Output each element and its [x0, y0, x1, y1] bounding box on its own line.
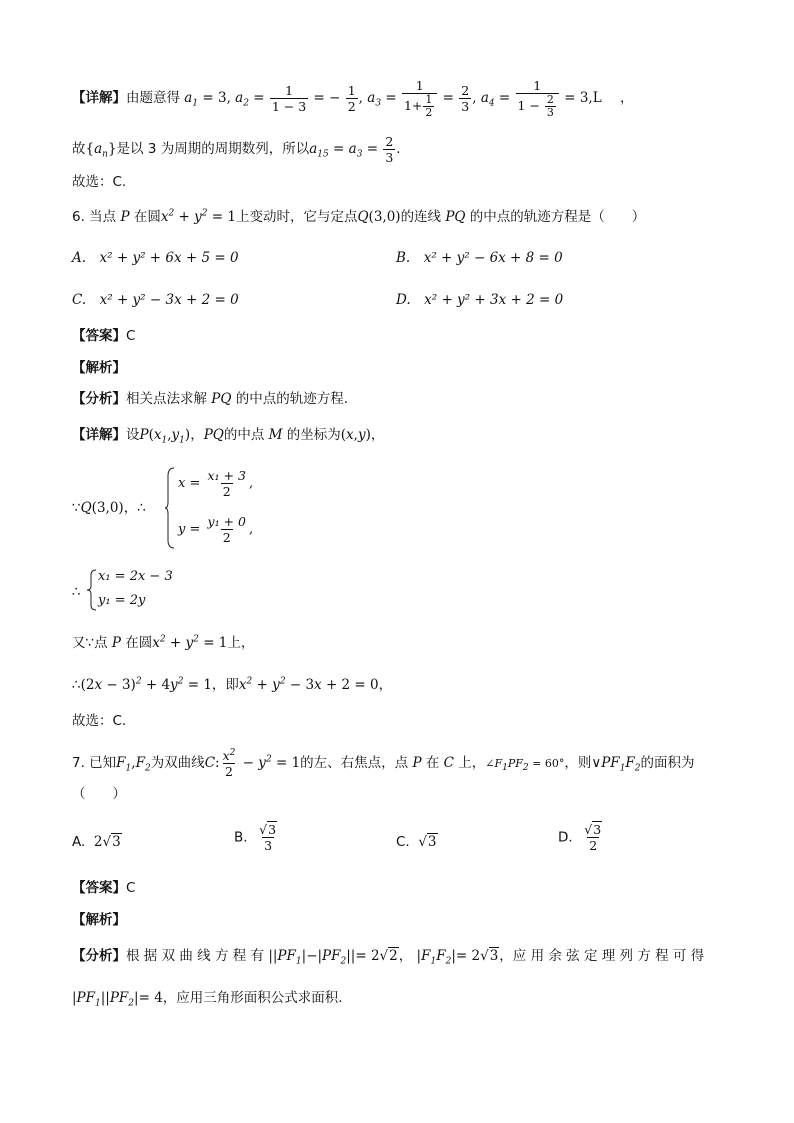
- q6-stem-part: 的连线: [400, 209, 442, 225]
- q7-option-c-value: √3: [418, 834, 437, 850]
- point-q-coords: (3,0): [368, 209, 401, 225]
- therefore-symbol: ∴: [72, 584, 81, 600]
- q7-stem: 7. 已知$F_1,F_2$为双曲线C: $\frac{x^2}{2}$ − $y^2 = 1$的左、右焦点，点 P 在 C 上，$\angle F_1PF_2 = 60^\circ$，则$\vee PF_1F_2$的面积为: [72, 747, 695, 779]
- system1-y: y = $\frac{\text{y₁ + 0}}{2}$ ,: [178, 514, 254, 545]
- q7-stem-part: 在: [425, 755, 440, 771]
- method-tail: 的中点的轨迹方程.: [235, 391, 349, 407]
- q7-option-d-label: D.: [558, 829, 573, 846]
- q7-answer: [72, 878, 135, 898]
- q6-detail-setup: [72, 425, 384, 445]
- system2-eq2: y₁ = 2y: [98, 593, 146, 608]
- system1-y-lhs: y =: [178, 522, 201, 537]
- choose-line-q5: 故选：C.: [72, 174, 127, 190]
- q6-option-b: B. x² + y² − 6x + 8 = 0: [396, 250, 563, 266]
- detail-text: 的坐标为: [286, 427, 341, 443]
- q6-method: [72, 389, 348, 409]
- because-symbol: ∵: [72, 500, 81, 516]
- system-brace-1: [164, 466, 176, 550]
- system-brace-2: [86, 568, 98, 612]
- detail-label: 【详解】: [72, 90, 126, 106]
- q6-stem-part: 上变动时，它与定点: [235, 209, 358, 225]
- result-text: ，: [378, 677, 393, 693]
- fraction-neg-half: $\frac{1}{2}$: [347, 83, 356, 114]
- sequence-expression: $a_1 = 3$, $a_2$ = $\frac{1}{1 - 3}$ = − $\frac{1}{2}$ , $a_3$ = 1 1+ $\frac{1}{2}$ = $\frac{2}{3}$ , $a_4$ = 1 1 − $\frac{2}{3}$ = 3,L: [184, 78, 602, 119]
- q7-stem-part: 的面积为: [640, 755, 695, 771]
- detail-line-sequence: [72, 78, 633, 119]
- answer-value: C: [126, 328, 136, 344]
- q7-method: [72, 946, 704, 966]
- product-equation: $|PF_1||PF_2|= 4$: [72, 990, 163, 1009]
- because-q: ∵Q(3,0)，∴: [72, 500, 146, 516]
- substituted-equation: $(2x - 3)^2 + 4y^2 = 1$: [80, 676, 212, 693]
- result-text: ，即: [211, 677, 239, 693]
- therefore-symbol: ∴: [137, 500, 146, 516]
- method-text: ，: [398, 948, 413, 964]
- answer-label: 【答案】: [72, 328, 126, 344]
- conclusion-prefix: 故: [72, 141, 86, 157]
- q6-stem-part: 在圆: [133, 209, 161, 225]
- circle-equation: $x^2 + y^2 = 1$: [160, 208, 236, 225]
- fraction-a4: 1 1 − $\frac{2}{3}$: [516, 78, 559, 119]
- fraction-a2: $\frac{1}{1 - 3}$: [271, 83, 307, 114]
- final-equation: $x^2 + y^2 - 3x + 2 = 0$: [238, 676, 379, 693]
- conclusion-period: .: [396, 141, 401, 157]
- q7-stem-part: 的左、右焦点，点: [300, 755, 409, 771]
- q6-also-line: 又∵点 P 在圆$x^2 + y^2 = 1$上，: [72, 634, 255, 651]
- q7-option-d-value: $\frac{√3}{2}$: [584, 822, 602, 853]
- angle-condition: $\angle F_1PF_2 = 60^\circ$: [485, 757, 565, 774]
- system1-x: x = $\frac{\text{x₁ + 3}}{2}$ ,: [178, 468, 254, 499]
- q7-option-a: [72, 832, 122, 852]
- q7-option-d: [558, 822, 605, 853]
- system1-y-num: y₁ + 0: [207, 514, 246, 529]
- system1-x-num: x₁ + 3: [207, 468, 246, 483]
- detail-text: 设: [126, 427, 140, 443]
- system1-x-lhs: x =: [178, 476, 201, 491]
- segment-pq: PQ: [203, 427, 224, 443]
- system1-y-fraction: [206, 514, 248, 545]
- conclusion-middle: 是以 3 为周期的周期数列，所以: [116, 141, 310, 157]
- fraction-two-thirds-result: $\frac{2}{3}$: [385, 134, 394, 165]
- point-p: P: [116, 209, 134, 225]
- system2-eq1: x₁ = 2x − 3: [98, 569, 173, 584]
- q6-stem: [72, 207, 645, 227]
- detail-text: 的中点: [223, 427, 265, 443]
- choose-line-q6: 故选：C.: [72, 713, 127, 729]
- detail-comma: ，: [619, 90, 634, 106]
- fraction-two-thirds: $\frac{2}{3}$: [461, 83, 470, 114]
- detail-text: ，: [370, 427, 385, 443]
- system1-y-den: 2: [222, 530, 231, 545]
- answer-label: 【答案】: [72, 880, 126, 896]
- therefore-symbol: ∴: [72, 677, 81, 693]
- analysis-label: 【解析】: [72, 912, 126, 928]
- also-text: 上，: [227, 635, 255, 651]
- analysis-label: 【解析】: [72, 360, 126, 376]
- focal-distance: $|F_1F_2|= 2√3$: [412, 948, 499, 967]
- q7-option-c: [396, 832, 438, 852]
- q6-answer: [72, 326, 135, 346]
- q7-option-b: [234, 822, 280, 853]
- point-m-coords: (x,y): [340, 427, 371, 443]
- periodic-conclusion: [72, 134, 401, 165]
- method-text: ，应 用 余 弦 定 理 列 方 程 可 得: [499, 948, 705, 964]
- system1-x-fraction: [206, 468, 248, 499]
- q7-stem-part: 为双曲线: [150, 755, 205, 771]
- q7-option-c-label: C.: [396, 834, 410, 850]
- hyperbola-equation: C: $\frac{x^2}{2}$ − $y^2 = 1$: [204, 747, 301, 779]
- method-label: 【分析】: [72, 391, 126, 407]
- q7-paren: （ ）: [72, 786, 126, 802]
- q6-stem-part: 的中点的轨迹方程是（ ）: [469, 209, 646, 225]
- point-q: Q: [357, 209, 369, 225]
- hyperbola-difference: $||PF_1|-|PF_2||= 2√2$: [264, 948, 398, 967]
- q7-stem-part: 上，: [458, 755, 486, 771]
- q6-option-c: C. x² + y² − 3x + 2 = 0: [72, 292, 239, 308]
- q7-option-a-label: A.: [72, 834, 86, 850]
- point-m: M: [264, 427, 287, 443]
- method-text: 根 据 双 曲 线 方 程 有: [126, 948, 265, 964]
- method-text: 相关点法求解: [126, 391, 207, 407]
- detail-text: ，: [190, 427, 204, 443]
- q6-option-a: A. x² + y² + 6x + 5 = 0: [72, 250, 239, 266]
- method-label: 【分析】: [72, 948, 126, 964]
- q7-option-a-value: 2√3: [93, 834, 121, 850]
- segment-pq: PQ: [207, 391, 236, 407]
- point-p-coords: $P(x_1,y_1)$: [139, 427, 191, 446]
- also-text: 在圆: [125, 635, 153, 651]
- q7-stem-part: ，则: [564, 755, 592, 771]
- q7-stem-part: 7. 已知: [72, 755, 117, 771]
- foci: $F_1,F_2$: [116, 755, 151, 774]
- also-text: 又∵点: [72, 635, 108, 651]
- system1-x-den: 2: [222, 484, 231, 499]
- q6-stem-part: 6. 当点: [72, 209, 117, 225]
- fraction-x2-over-2: $\frac{x^2}{2}$: [222, 747, 236, 779]
- sequence-set: $\{a_n\}$: [85, 141, 117, 160]
- circle-equation: $x^2 + y^2 = 1$: [152, 634, 228, 651]
- q7-method-continued: [72, 988, 343, 1008]
- q6-analysis-label: [72, 358, 126, 378]
- q7-option-b-label: B.: [234, 829, 248, 846]
- detail-label: 【详解】: [72, 427, 126, 443]
- q6-option-d: D. x² + y² + 3x + 2 = 0: [396, 292, 564, 308]
- segment-pq: PQ: [441, 209, 470, 225]
- therefore-system: [72, 582, 81, 602]
- triangle-symbol: $\vee PF_1F_2$: [591, 755, 641, 774]
- answer-value: C: [126, 880, 136, 896]
- q7-option-b-value: $\frac{√3}{3}$: [259, 822, 277, 853]
- a15-expression: $a_{15} = a_3$ = $\frac{2}{3}$: [309, 134, 394, 165]
- detail-text: 由题意得: [126, 90, 180, 106]
- method-text: ，应用三角形面积公式求面积.: [162, 990, 343, 1006]
- q6-result-line: [72, 675, 392, 695]
- fraction-a3: 1 1+ $\frac{1}{2}$: [402, 78, 437, 119]
- q7-analysis-label: [72, 910, 126, 930]
